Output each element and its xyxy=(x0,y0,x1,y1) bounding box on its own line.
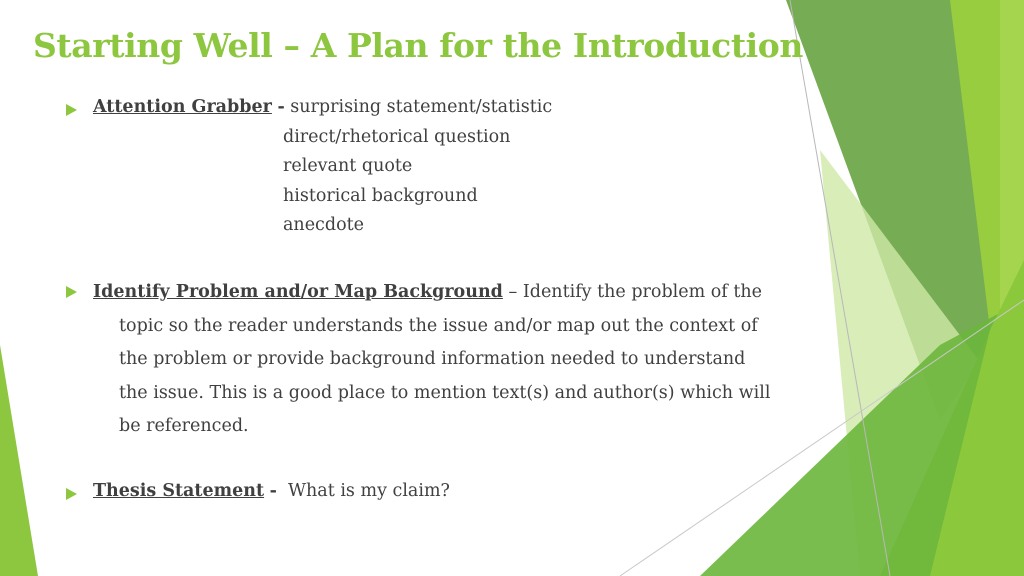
identify-problem-term: Identify Problem and/or Map Background xyxy=(93,282,503,302)
bullet-arrow-icon xyxy=(66,286,77,298)
attention-grabber-item: anecdote xyxy=(283,215,364,235)
slide-title: Starting Well – A Plan for the Introduction xyxy=(33,26,804,65)
identify-problem-text: Identify the problem of the topic so the reader understands the issue and/or map out the context of the problem or provide background information needed to understand the issue. This is a good place to mention text(s) and author(s) which will be referenced. xyxy=(119,282,771,436)
attention-grabber-item: surprising statement/statistic xyxy=(290,97,553,117)
attention-grabber-item: direct/rhetorical question xyxy=(283,127,511,147)
attention-grabber-line xyxy=(93,97,552,117)
attention-grabber-item: historical background xyxy=(283,186,478,206)
bullet-arrow-icon xyxy=(66,104,77,116)
attention-grabber-separator: - xyxy=(277,97,285,117)
thesis-statement-separator: - xyxy=(269,481,277,501)
thesis-statement-term: Thesis Statement xyxy=(93,481,265,501)
attention-grabber-term: Attention Grabber xyxy=(93,97,272,117)
decor-left-strip xyxy=(0,345,38,576)
identify-problem-separator: – xyxy=(508,282,518,302)
identify-problem-paragraph xyxy=(93,276,773,444)
thesis-statement-line xyxy=(93,481,450,501)
bullet-arrow-icon xyxy=(66,488,77,500)
attention-grabber-item: relevant quote xyxy=(283,156,413,176)
thesis-statement-text: What is my claim? xyxy=(288,481,450,501)
